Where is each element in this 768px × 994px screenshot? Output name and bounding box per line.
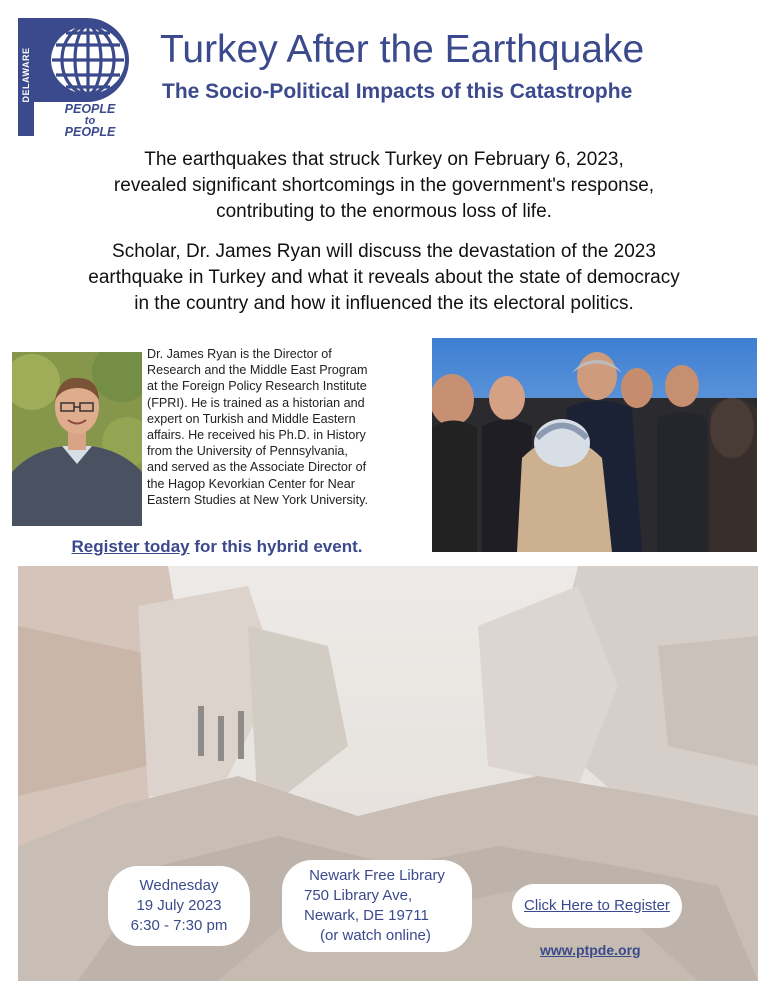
intro-line: contributing to the enormous loss of life. [216, 201, 552, 222]
logo-people-2: PEOPLE [64, 125, 116, 139]
register-line [12, 537, 422, 557]
register-today-link[interactable]: Register today [71, 537, 190, 556]
scholar-line: earthquake in Turkey and what it reveals about the state of democracy [88, 267, 680, 288]
bio-line: from the University of Pennsylvania, [147, 444, 348, 459]
event-time: 6:30 - 7:30 pm [130, 917, 228, 934]
crowd-photo [432, 338, 757, 552]
bio-line: expert on Turkish and Middle Eastern [147, 411, 356, 426]
globe-logo-icon [32, 18, 138, 104]
click-here-register-link[interactable]: Click Here to Register [524, 897, 670, 914]
venue-note: (or watch online) [320, 927, 431, 944]
event-day: Wednesday [139, 877, 219, 894]
venue-street: 750 Library Ave, [304, 887, 413, 904]
event-date: 19 July 2023 [136, 897, 222, 914]
ptp-logo [18, 18, 140, 138]
bio-line: at the Foreign Policy Research Institute [147, 379, 367, 394]
bio-line: Dr. James Ryan is the Director of [147, 347, 332, 361]
logo-state-text: DELAWARE [21, 47, 31, 103]
bio-line: the Hagop Kevorkian Center for Near [147, 476, 355, 491]
bio-line: and served as the Associate Director of [147, 460, 367, 475]
bio-line: Research and the Middle East Program [147, 363, 368, 378]
speaker-photo [12, 352, 142, 526]
scholar-line: Scholar, Dr. James Ryan will discuss the devastation of the 2023 [112, 241, 656, 262]
page-subtitle: The Socio-Political Impacts of this Catastrophe [162, 80, 633, 103]
venue-pill [282, 860, 472, 952]
speaker-bio [147, 346, 425, 508]
intro-paragraph [10, 147, 758, 225]
scholar-paragraph [10, 239, 758, 317]
scholar-line: in the country and how it influenced the its electoral politics. [134, 293, 634, 314]
website-link[interactable]: www.ptpde.org [540, 942, 641, 958]
logo-people-1: PEOPLE [64, 102, 116, 116]
bio-line: (FPRI). He is trained as a historian and [147, 395, 365, 410]
logo-to: to [84, 115, 96, 127]
bio-line: Eastern Studies at New York University. [147, 492, 368, 507]
venue-name: Newark Free Library [309, 867, 445, 884]
register-rest-text: for this hybrid event. [189, 537, 363, 556]
register-pill[interactable] [512, 884, 682, 928]
page-title: Turkey After the Earthquake [160, 28, 645, 71]
intro-line: revealed significant shortcomings in the government's response, [113, 175, 655, 196]
intro-line: The earthquakes that struck Turkey on February 6, 2023, [144, 149, 624, 170]
venue-city: Newark, DE 19711 [304, 907, 429, 924]
date-pill [108, 866, 250, 946]
bio-line: affairs. He received his Ph.D. in History [147, 428, 366, 443]
